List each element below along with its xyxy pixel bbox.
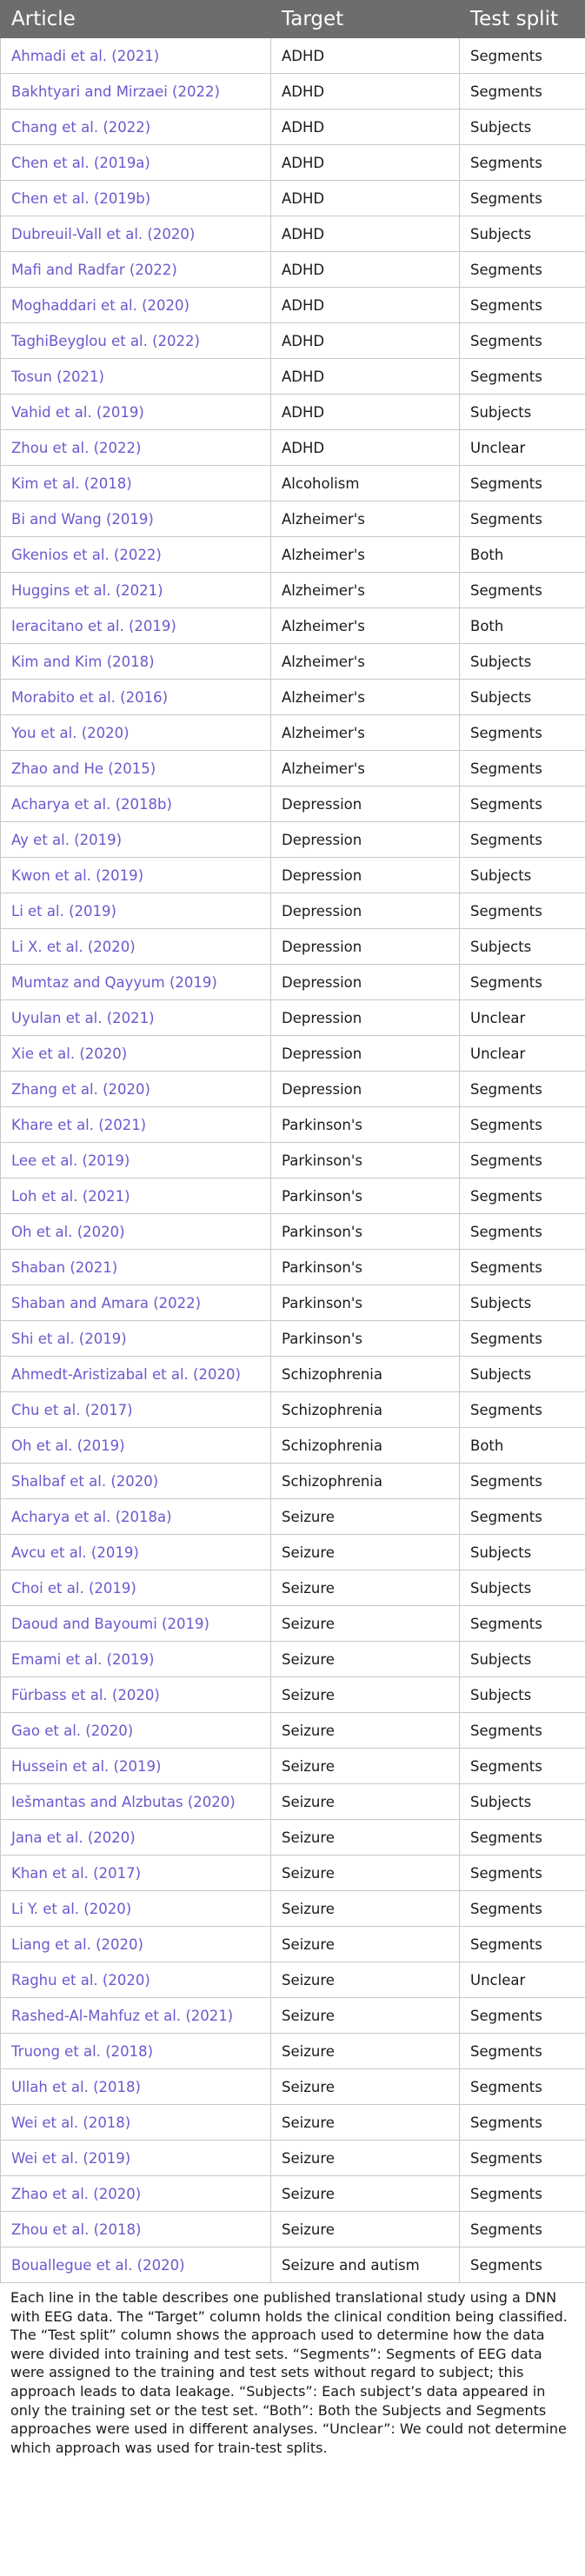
- table-footnote: Each line in the table describes one published translational study using a DNN with EEG data. The “Target” column holds the clinical condition being classified. The “Test split” column shows the approach used to determine how the data were divided into training and test sets. “Segments”: Segments of EEG data were assigned to the training and test sets without regard to subject; this approach leads to data leakage. “Subjects”: Each subject’s data appeared in only the training set or the test set. “Both”: Both the Subjects and Segments approaches were used in different analyses. “Unclear”: We could not determine which approach was used for train-test splits.: [10, 2289, 568, 2456]
- cell-article[interactable]: Ieracitano et al. (2019): [1, 608, 271, 644]
- cell-test-split: Subjects: [460, 858, 585, 893]
- cell-target: Parkinson's: [271, 1107, 460, 1143]
- cell-target: ADHD: [271, 359, 460, 395]
- table-row: [1, 501, 585, 537]
- table-row: [1, 216, 585, 252]
- cell-target: Alzheimer's: [271, 608, 460, 644]
- cell-article[interactable]: Choi et al. (2019): [1, 1570, 271, 1606]
- cell-article[interactable]: Ullah et al. (2018): [1, 2069, 271, 2105]
- cell-test-split: Segments: [460, 2034, 585, 2069]
- cell-test-split: Segments: [460, 1250, 585, 1285]
- cell-target: Parkinson's: [271, 1321, 460, 1357]
- table-row: [1, 2069, 585, 2105]
- cell-article[interactable]: Bakhtyari and Mirzaei (2022): [1, 74, 271, 110]
- table-row: [1, 395, 585, 430]
- cell-article[interactable]: Kim and Kim (2018): [1, 644, 271, 680]
- cell-test-split: Both: [460, 608, 585, 644]
- cell-target: Seizure: [271, 1535, 460, 1570]
- cell-target: Schizophrenia: [271, 1392, 460, 1428]
- cell-target: Depression: [271, 893, 460, 929]
- table-row: [1, 1178, 585, 1214]
- cell-target: Seizure: [271, 1713, 460, 1749]
- cell-test-split: Segments: [460, 288, 585, 323]
- cell-article[interactable]: Chang et al. (2022): [1, 110, 271, 145]
- cell-test-split: Subjects: [460, 1642, 585, 1677]
- table-row: [1, 1464, 585, 1499]
- cell-article[interactable]: Ay et al. (2019): [1, 822, 271, 858]
- cell-target: ADHD: [271, 145, 460, 181]
- header-article: Article: [1, 1, 271, 38]
- cell-test-split: Segments: [460, 359, 585, 395]
- cell-test-split: Subjects: [460, 1677, 585, 1713]
- cell-article[interactable]: Bi and Wang (2019): [1, 501, 271, 537]
- cell-article[interactable]: Ahmedt-Aristizabal et al. (2020): [1, 1357, 271, 1392]
- cell-target: Alzheimer's: [271, 680, 460, 715]
- cell-target: Seizure: [271, 1606, 460, 1642]
- cell-article[interactable]: Xie et al. (2020): [1, 1036, 271, 1072]
- cell-article[interactable]: Rashed-Al-Mahfuz et al. (2021): [1, 1998, 271, 2034]
- table-row: [1, 965, 585, 1000]
- table-row: [1, 430, 585, 466]
- cell-test-split: Segments: [460, 1998, 585, 2034]
- table-row: [1, 1072, 585, 1107]
- table-body: [1, 38, 585, 2283]
- cell-test-split: Segments: [460, 1856, 585, 1891]
- table-row: [1, 110, 585, 145]
- table-row: [1, 1927, 585, 1962]
- cell-target: Seizure and autism: [271, 2247, 460, 2283]
- cell-article[interactable]: Oh et al. (2020): [1, 1214, 271, 1250]
- cell-target: Depression: [271, 1036, 460, 1072]
- cell-test-split: Subjects: [460, 1570, 585, 1606]
- cell-test-split: Subjects: [460, 644, 585, 680]
- cell-test-split: Subjects: [460, 929, 585, 965]
- table-row: [1, 1962, 585, 1998]
- cell-article[interactable]: Gao et al. (2020): [1, 1713, 271, 1749]
- cell-test-split: Segments: [460, 573, 585, 608]
- cell-test-split: Segments: [460, 1107, 585, 1143]
- table-row: [1, 1214, 585, 1250]
- cell-target: ADHD: [271, 395, 460, 430]
- cell-article[interactable]: Tosun (2021): [1, 359, 271, 395]
- cell-test-split: Segments: [460, 466, 585, 501]
- cell-test-split: Segments: [460, 2105, 585, 2141]
- cell-target: ADHD: [271, 252, 460, 288]
- table-row: [1, 1998, 585, 2034]
- cell-article[interactable]: Shaban and Amara (2022): [1, 1285, 271, 1321]
- cell-target: Seizure: [271, 2141, 460, 2176]
- header-target: Target: [271, 1, 460, 38]
- cell-target: Seizure: [271, 1499, 460, 1535]
- cell-test-split: Segments: [460, 252, 585, 288]
- cell-article[interactable]: Li Y. et al. (2020): [1, 1891, 271, 1927]
- cell-article[interactable]: Gkenios et al. (2022): [1, 537, 271, 573]
- table-row: [1, 1357, 585, 1392]
- cell-article[interactable]: Mumtaz and Qayyum (2019): [1, 965, 271, 1000]
- cell-article[interactable]: Raghu et al. (2020): [1, 1962, 271, 1998]
- cell-test-split: Segments: [460, 965, 585, 1000]
- cell-test-split: Segments: [460, 181, 585, 216]
- cell-test-split: Segments: [460, 1749, 585, 1784]
- cell-article[interactable]: Uyulan et al. (2021): [1, 1000, 271, 1036]
- cell-test-split: Both: [460, 1428, 585, 1464]
- table-row: [1, 1428, 585, 1464]
- table-row: [1, 1036, 585, 1072]
- cell-test-split: Subjects: [460, 1357, 585, 1392]
- cell-test-split: Segments: [460, 751, 585, 787]
- cell-test-split: Unclear: [460, 1036, 585, 1072]
- cell-article[interactable]: Fürbass et al. (2020): [1, 1677, 271, 1713]
- cell-article[interactable]: TaghiBeyglou et al. (2022): [1, 323, 271, 359]
- table-row: [1, 1499, 585, 1535]
- cell-article[interactable]: Acharya et al. (2018a): [1, 1499, 271, 1535]
- table-row: [1, 74, 585, 110]
- cell-article[interactable]: Huggins et al. (2021): [1, 573, 271, 608]
- table-row: [1, 1820, 585, 1856]
- header-test-split: Test split: [460, 1, 585, 38]
- cell-test-split: Segments: [460, 38, 585, 74]
- cell-target: Schizophrenia: [271, 1428, 460, 1464]
- cell-article[interactable]: Loh et al. (2021): [1, 1178, 271, 1214]
- cell-test-split: Subjects: [460, 110, 585, 145]
- table-row: [1, 1856, 585, 1891]
- table-row: [1, 1143, 585, 1178]
- cell-target: Schizophrenia: [271, 1464, 460, 1499]
- cell-target: Parkinson's: [271, 1178, 460, 1214]
- table-row: [1, 573, 585, 608]
- cell-test-split: Segments: [460, 1178, 585, 1214]
- cell-target: Depression: [271, 1000, 460, 1036]
- cell-article[interactable]: Mafi and Radfar (2022): [1, 252, 271, 288]
- cell-test-split: Segments: [460, 1392, 585, 1428]
- cell-article[interactable]: Li X. et al. (2020): [1, 929, 271, 965]
- table-row: [1, 2212, 585, 2247]
- table-row: [1, 1606, 585, 1642]
- cell-test-split: Segments: [460, 893, 585, 929]
- table-row: [1, 858, 585, 893]
- cell-test-split: Segments: [460, 323, 585, 359]
- cell-article[interactable]: Kwon et al. (2019): [1, 858, 271, 893]
- cell-test-split: Segments: [460, 822, 585, 858]
- cell-test-split: Segments: [460, 1321, 585, 1357]
- cell-target: Seizure: [271, 2034, 460, 2069]
- table-row: [1, 680, 585, 715]
- cell-target: Depression: [271, 929, 460, 965]
- cell-article[interactable]: Morabito et al. (2016): [1, 680, 271, 715]
- cell-target: Seizure: [271, 1856, 460, 1891]
- cell-article[interactable]: Khare et al. (2021): [1, 1107, 271, 1143]
- table-row: [1, 2247, 585, 2283]
- cell-target: Depression: [271, 787, 460, 822]
- cell-article[interactable]: Daoud and Bayoumi (2019): [1, 1606, 271, 1642]
- cell-test-split: Segments: [460, 1891, 585, 1927]
- cell-test-split: Segments: [460, 1214, 585, 1250]
- table-row: [1, 1891, 585, 1927]
- cell-article[interactable]: Li et al. (2019): [1, 893, 271, 929]
- cell-target: Seizure: [271, 1642, 460, 1677]
- cell-target: Seizure: [271, 2105, 460, 2141]
- table-row: [1, 2141, 585, 2176]
- cell-article[interactable]: Oh et al. (2019): [1, 1428, 271, 1464]
- cell-article[interactable]: Bouallegue et al. (2020): [1, 2247, 271, 2283]
- cell-article[interactable]: You et al. (2020): [1, 715, 271, 751]
- cell-target: Parkinson's: [271, 1250, 460, 1285]
- cell-test-split: Segments: [460, 715, 585, 751]
- cell-target: ADHD: [271, 38, 460, 74]
- table-row: [1, 1285, 585, 1321]
- table-row: [1, 1250, 585, 1285]
- cell-test-split: Segments: [460, 1072, 585, 1107]
- cell-test-split: Unclear: [460, 1962, 585, 1998]
- cell-test-split: Subjects: [460, 395, 585, 430]
- cell-test-split: Segments: [460, 1927, 585, 1962]
- table-row: [1, 181, 585, 216]
- table-header-row: [1, 1, 585, 38]
- cell-target: Alcoholism: [271, 466, 460, 501]
- cell-article[interactable]: Wei et al. (2018): [1, 2105, 271, 2141]
- cell-test-split: Segments: [460, 2141, 585, 2176]
- table-row: [1, 1570, 585, 1606]
- table-row: [1, 38, 585, 74]
- cell-article[interactable]: Chu et al. (2017): [1, 1392, 271, 1428]
- cell-test-split: Segments: [460, 2212, 585, 2247]
- cell-article[interactable]: Zhao and He (2015): [1, 751, 271, 787]
- cell-test-split: Segments: [460, 2176, 585, 2212]
- cell-article[interactable]: Ahmadi et al. (2021): [1, 38, 271, 74]
- cell-target: Seizure: [271, 2212, 460, 2247]
- cell-article[interactable]: Chen et al. (2019b): [1, 181, 271, 216]
- cell-target: Parkinson's: [271, 1143, 460, 1178]
- cell-article[interactable]: Jana et al. (2020): [1, 1820, 271, 1856]
- cell-target: Parkinson's: [271, 1285, 460, 1321]
- cell-article[interactable]: Moghaddari et al. (2020): [1, 288, 271, 323]
- cell-article[interactable]: Shi et al. (2019): [1, 1321, 271, 1357]
- cell-article[interactable]: Shalbaf et al. (2020): [1, 1464, 271, 1499]
- cell-test-split: Segments: [460, 2069, 585, 2105]
- cell-test-split: Segments: [460, 1143, 585, 1178]
- table-row: [1, 1677, 585, 1713]
- table-row: [1, 2105, 585, 2141]
- cell-target: ADHD: [271, 110, 460, 145]
- cell-test-split: Subjects: [460, 216, 585, 252]
- cell-target: Alzheimer's: [271, 501, 460, 537]
- table-row: [1, 1642, 585, 1677]
- cell-article[interactable]: Vahid et al. (2019): [1, 395, 271, 430]
- cell-article[interactable]: Liang et al. (2020): [1, 1927, 271, 1962]
- cell-test-split: Segments: [460, 787, 585, 822]
- cell-article[interactable]: Zhang et al. (2020): [1, 1072, 271, 1107]
- cell-article[interactable]: Avcu et al. (2019): [1, 1535, 271, 1570]
- cell-test-split: Unclear: [460, 430, 585, 466]
- cell-test-split: Subjects: [460, 1285, 585, 1321]
- table-row: [1, 537, 585, 573]
- table-row: [1, 644, 585, 680]
- table-row: [1, 1000, 585, 1036]
- table-row: [1, 715, 585, 751]
- cell-article[interactable]: Wei et al. (2019): [1, 2141, 271, 2176]
- cell-target: Depression: [271, 822, 460, 858]
- cell-target: ADHD: [271, 216, 460, 252]
- cell-article[interactable]: Truong et al. (2018): [1, 2034, 271, 2069]
- table-row: [1, 822, 585, 858]
- table-row: [1, 323, 585, 359]
- cell-target: ADHD: [271, 288, 460, 323]
- cell-test-split: Segments: [460, 1820, 585, 1856]
- cell-target: Seizure: [271, 1998, 460, 2034]
- cell-test-split: Both: [460, 537, 585, 573]
- cell-target: Seizure: [271, 2176, 460, 2212]
- cell-article[interactable]: Iešmantas and Alzbutas (2020): [1, 1784, 271, 1820]
- cell-article[interactable]: Zhou et al. (2022): [1, 430, 271, 466]
- table-row: [1, 359, 585, 395]
- cell-test-split: Subjects: [460, 1535, 585, 1570]
- table-row: [1, 1321, 585, 1357]
- cell-test-split: Segments: [460, 74, 585, 110]
- table-row: [1, 2034, 585, 2069]
- table-row: [1, 1749, 585, 1784]
- table-row: [1, 252, 585, 288]
- cell-target: Alzheimer's: [271, 537, 460, 573]
- cell-test-split: Segments: [460, 501, 585, 537]
- cell-article[interactable]: Shaban (2021): [1, 1250, 271, 1285]
- table-row: [1, 466, 585, 501]
- cell-test-split: Segments: [460, 1606, 585, 1642]
- cell-test-split: Subjects: [460, 680, 585, 715]
- cell-article[interactable]: Zhao et al. (2020): [1, 2176, 271, 2212]
- cell-target: Depression: [271, 858, 460, 893]
- cell-target: ADHD: [271, 323, 460, 359]
- cell-article[interactable]: Chen et al. (2019a): [1, 145, 271, 181]
- cell-article[interactable]: Dubreuil-Vall et al. (2020): [1, 216, 271, 252]
- cell-target: Parkinson's: [271, 1214, 460, 1250]
- cell-target: ADHD: [271, 181, 460, 216]
- table-row: [1, 288, 585, 323]
- table-row: [1, 1784, 585, 1820]
- cell-target: Alzheimer's: [271, 715, 460, 751]
- cell-target: Schizophrenia: [271, 1357, 460, 1392]
- cell-target: Alzheimer's: [271, 644, 460, 680]
- table-row: [1, 929, 585, 965]
- table-row: [1, 751, 585, 787]
- cell-article[interactable]: Emami et al. (2019): [1, 1642, 271, 1677]
- cell-target: Alzheimer's: [271, 751, 460, 787]
- cell-target: Seizure: [271, 1962, 460, 1998]
- cell-article[interactable]: Acharya et al. (2018b): [1, 787, 271, 822]
- cell-target: Seizure: [271, 1820, 460, 1856]
- cell-test-split: Segments: [460, 2247, 585, 2283]
- cell-target: Seizure: [271, 1570, 460, 1606]
- table-row: [1, 1392, 585, 1428]
- cell-target: Seizure: [271, 1784, 460, 1820]
- cell-target: Seizure: [271, 1927, 460, 1962]
- cell-article[interactable]: Kim et al. (2018): [1, 466, 271, 501]
- cell-target: Seizure: [271, 1891, 460, 1927]
- table-row: [1, 2176, 585, 2212]
- cell-target: ADHD: [271, 74, 460, 110]
- cell-target: Seizure: [271, 1749, 460, 1784]
- cell-test-split: Subjects: [460, 1784, 585, 1820]
- table-row: [1, 787, 585, 822]
- cell-target: Depression: [271, 965, 460, 1000]
- cell-article[interactable]: Zhou et al. (2018): [1, 2212, 271, 2247]
- table-row: [1, 1107, 585, 1143]
- cell-test-split: Unclear: [460, 1000, 585, 1036]
- cell-target: Alzheimer's: [271, 573, 460, 608]
- cell-target: Seizure: [271, 1677, 460, 1713]
- cell-target: Depression: [271, 1072, 460, 1107]
- cell-target: ADHD: [271, 430, 460, 466]
- table-row: [1, 893, 585, 929]
- cell-article[interactable]: Lee et al. (2019): [1, 1143, 271, 1178]
- cell-article[interactable]: Hussein et al. (2019): [1, 1749, 271, 1784]
- cell-article[interactable]: Khan et al. (2017): [1, 1856, 271, 1891]
- cell-target: Seizure: [271, 2069, 460, 2105]
- table-row: [1, 1713, 585, 1749]
- cell-test-split: Segments: [460, 1713, 585, 1749]
- cell-test-split: Segments: [460, 1499, 585, 1535]
- cell-test-split: Segments: [460, 1464, 585, 1499]
- table-row: [1, 608, 585, 644]
- cell-test-split: Segments: [460, 145, 585, 181]
- table-row: [1, 1535, 585, 1570]
- table-row: [1, 145, 585, 181]
